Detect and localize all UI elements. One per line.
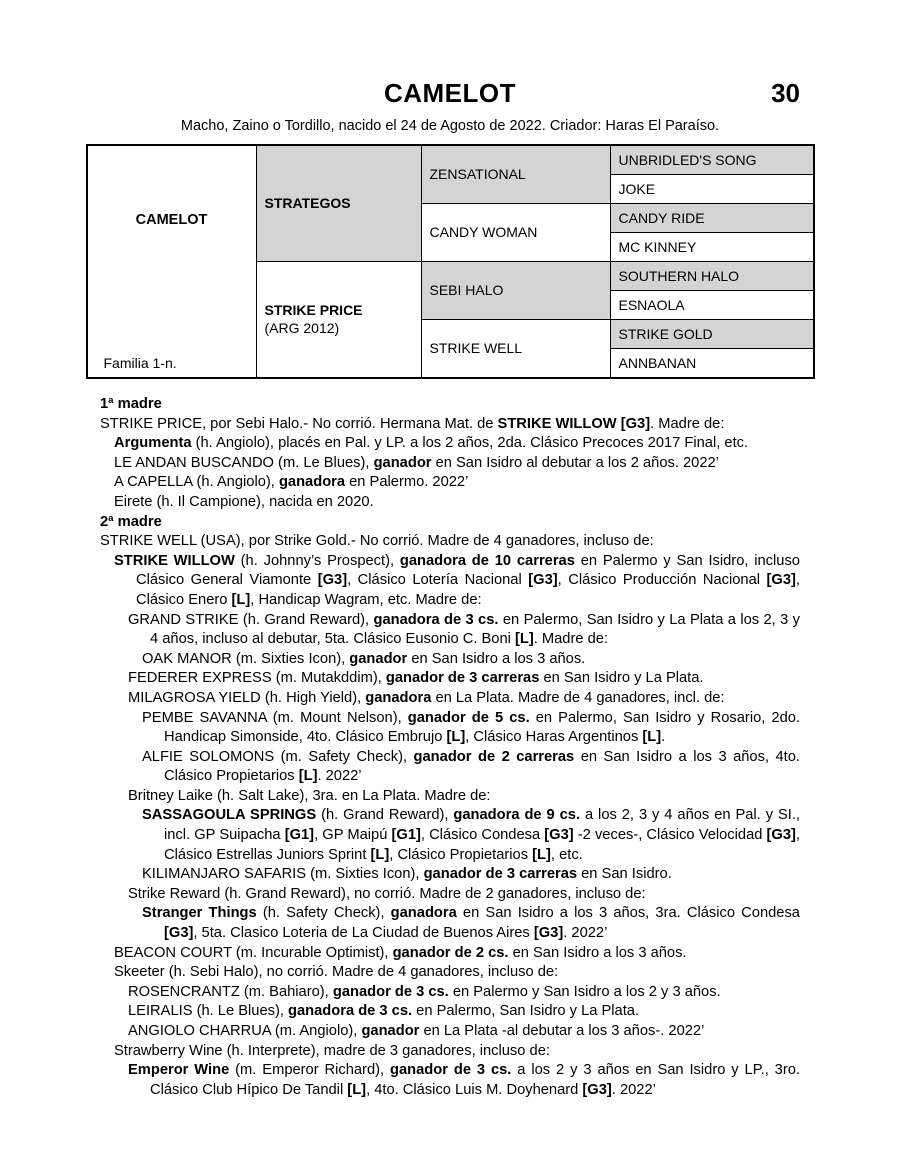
pedigree-entry: Argumenta (h. Angiolo), placés en Pal. y LP. a los 2 años, 2da. Clásico Precoces 2017 Final, etc. bbox=[114, 435, 749, 452]
pedigree-family-line: Familia 1-n. bbox=[103, 355, 177, 371]
pedigree-dam-dam-dam-cell: ANNBANAN bbox=[610, 349, 814, 379]
first-dam-heading: 1ª madre bbox=[100, 396, 162, 412]
pedigree-entry: FEDERER EXPRESS (m. Mutakddim), ganador de 3 carreras en San Isidro y La Plata. bbox=[128, 670, 704, 687]
pedigree-entry: OAK MANOR (m. Sixties Icon), ganador en San Isidro a los 3 años. bbox=[142, 650, 586, 667]
pedigree-sire-sire-dam-cell: JOKE bbox=[610, 175, 814, 204]
pedigree-sire-dam-cell: CANDY WOMAN bbox=[421, 204, 610, 262]
page-header bbox=[100, 0, 800, 112]
pedigree-entry: Stranger Things (h. Safety Check), ganadora en San Isidro a los 3 años, 3ra. Clásico Condesa [G3], 5ta. Clasico Loteria de La Ciudad de Buenos Aires [G3]. 2022’ bbox=[142, 905, 800, 942]
pedigree-sire-dam-dam-cell: MC KINNEY bbox=[610, 233, 814, 262]
pedigree-entry: Strike Reward (h. Grand Reward), no corrió. Madre de 2 ganadores, incluso de: bbox=[128, 885, 646, 902]
pedigree-entry: Britney Laike (h. Salt Lake), 3ra. en La Plata. Madre de: bbox=[128, 787, 491, 804]
pedigree-dam-dam-cell: STRIKE WELL bbox=[421, 320, 610, 379]
pedigree-entry: ANGIOLO CHARRUA (m. Angiolo), ganador en La Plata -al debutar a los 3 años-. 2022’ bbox=[128, 1023, 705, 1039]
pedigree-entry: STRIKE PRICE, por Sebi Halo.- No corrió. Hermana Mat. de STRIKE WILLOW [G3]. Madre de: bbox=[100, 415, 725, 432]
page-title: CAMELOT bbox=[383, 78, 517, 108]
pedigree-entry: A CAPELLA (h. Angiolo), ganadora en Palermo. 2022’ bbox=[114, 474, 469, 491]
pedigree-dam-sire-cell: SEBI HALO bbox=[421, 262, 610, 320]
pedigree-entry: Eirete (h. Il Campione), nacida en 2020. bbox=[114, 493, 374, 510]
pedigree-entry: Emperor Wine (m. Emperor Richard), ganador de 3 cs. a los 2 y 3 años en San Isidro y LP., 3ro. Clásico Club Hípico De Tandil [L], 4to. Clásico Luis M. Doyhenard [G3]. 2022’ bbox=[128, 1062, 800, 1098]
pedigree-sire-sire-sire-cell: UNBRIDLED'S SONG bbox=[610, 145, 814, 175]
pedigree-sire-cell: STRATEGOS bbox=[256, 145, 421, 262]
pedigree-entry: GRAND STRIKE (h. Grand Reward), ganadora de 3 cs. en Palermo, San Isidro y La Plata a los 2, 3 y 4 años, incluso al debutar, 5ta. Clásico Eusonio C. Boni [L]. Madre de: bbox=[128, 611, 800, 648]
pedigree-entry: KILIMANJARO SAFARIS (m. Sixties Icon), ganador de 3 carreras en San Isidro. bbox=[142, 866, 672, 883]
pedigree-table-container bbox=[0, 144, 900, 379]
pedigree-entry: LE ANDAN BUSCANDO (m. Le Blues), ganador en San Isidro al debutar a los 2 años. 2022’ bbox=[114, 454, 719, 471]
subject-description: Macho, Zaino o Tordillo, nacido el 24 de Agosto de 2022. Criador: Haras El Paraíso. bbox=[180, 118, 720, 134]
pedigree-subject-name: CAMELOT bbox=[135, 212, 208, 228]
pedigree-dam-origin: (ARG 2012) bbox=[264, 320, 340, 336]
pedigree-entry: STRIKE WILLOW (h. Johnny’s Prospect), ganadora de 10 carreras en Palermo y San Isidro, incluso Clásico General Viamonte [G3], Clásico Lotería Nacional [G3], Clásico Producción Nacional [G3], Clásico Enero [L], Handicap Wagram, etc. Madre de: bbox=[114, 552, 800, 608]
pedigree-subject-cell bbox=[87, 145, 257, 378]
pedigree-entry: LEIRALIS (h. Le Blues), ganadora de 3 cs. en Palermo, San Isidro y La Plata. bbox=[128, 1003, 640, 1020]
pedigree-entry: ALFIE SOLOMONS (m. Safety Check), ganador de 2 carreras en San Isidro a los 3 años, 4to. Clásico Propietarios [L]. 2022’ bbox=[142, 748, 801, 785]
page-number: 30 bbox=[771, 78, 800, 108]
pedigree-dam-cell bbox=[256, 262, 421, 379]
pedigree-entry: ROSENCRANTZ (m. Bahiaro), ganador de 3 cs. en Palermo y San Isidro a los 2 y 3 años. bbox=[128, 983, 721, 1000]
pedigree-entry: SASSAGOULA SPRINGS (h. Grand Reward), ganadora de 9 cs. a los 2, 3 y 4 años en Pal. y SI., incl. GP Suipacha [G1], GP Maipú [G1], Clásico Condesa [G3] -2 veces-, Clásico Velocidad [G3], Clásico Estrellas Juniors Sprint [L], Clásico Propietarios [L], etc. bbox=[142, 807, 801, 863]
pedigree-table bbox=[86, 144, 815, 379]
pedigree-entry: Strawberry Wine (h. Interprete), madre de 3 ganadores, incluso de: bbox=[114, 1042, 550, 1059]
pedigree-narrative bbox=[100, 395, 800, 1100]
pedigree-entry: MILAGROSA YIELD (h. High Yield), ganadora en La Plata. Madre de 4 ganadores, incl. de: bbox=[128, 689, 725, 706]
pedigree-entry: PEMBE SAVANNA (m. Mount Nelson), ganador de 5 cs. en Palermo, San Isidro y Rosario, 2do. Handicap Simonside, 4to. Clásico Embrujo [L], Clásico Haras Argentinos [L]. bbox=[142, 709, 800, 746]
second-dam-entries bbox=[100, 532, 800, 1100]
second-dam-heading: 2ª madre bbox=[100, 513, 162, 530]
table-row bbox=[87, 145, 814, 175]
pedigree-dam-dam-sire-cell: STRIKE GOLD bbox=[610, 320, 814, 349]
first-dam-entries bbox=[100, 415, 800, 513]
pedigree-sire-sire-cell: ZENSATIONAL bbox=[421, 145, 610, 204]
pedigree-dam-sire-sire-cell: SOUTHERN HALO bbox=[610, 262, 814, 291]
pedigree-dam-name: STRIKE PRICE bbox=[264, 302, 363, 318]
pedigree-dam-sire-dam-cell: ESNAOLA bbox=[610, 291, 814, 320]
pedigree-entry: Skeeter (h. Sebi Halo), no corrió. Madre de 4 ganadores, incluso de: bbox=[114, 964, 559, 981]
pedigree-sire-dam-sire-cell: CANDY RIDE bbox=[610, 204, 814, 233]
pedigree-entry: STRIKE WELL (USA), por Strike Gold.- No corrió. Madre de 4 ganadores, incluso de: bbox=[100, 533, 654, 550]
pedigree-entry: BEACON COURT (m. Incurable Optimist), ganador de 2 cs. en San Isidro a los 3 años. bbox=[114, 944, 687, 961]
